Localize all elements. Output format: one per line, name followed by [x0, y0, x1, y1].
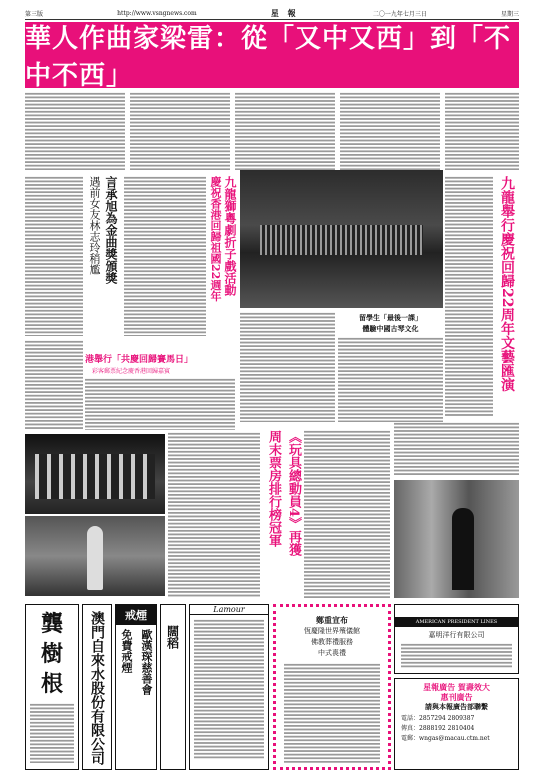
story-headline-yue: 九龍獅粵劇折子戲活動	[223, 176, 237, 296]
speaker-photo	[394, 480, 519, 598]
ad-apl-name: 嘉明洋行有限公司	[428, 631, 485, 639]
ad-smoking	[115, 604, 157, 770]
stage-photo	[25, 434, 165, 514]
story-headline-toy-1: 《玩具總動員4》再獲	[286, 430, 301, 557]
article-text-block	[235, 92, 335, 170]
ad-contact-email-label: 電郵：	[401, 735, 420, 742]
article-text-block	[338, 337, 443, 422]
article-text-block	[340, 92, 440, 170]
ad-memorial	[273, 604, 391, 770]
ad-contact-fax[interactable]: 2888192 2810404	[419, 725, 475, 732]
ad-contact-email[interactable]: wngas@macau.ctm.net	[419, 735, 490, 742]
ad-gong-char-1: 龔	[40, 611, 63, 637]
article-text-block	[25, 340, 83, 430]
ad-memorial-line-2: 佛教葬禮服務	[311, 638, 353, 646]
ad-lamour	[189, 604, 269, 770]
singer-photo	[25, 516, 165, 596]
story-headline-racing: 港舉行「共慶回歸賽馬日」	[85, 355, 194, 365]
ad-water-company-name: 澳門自來水股份有限公司	[89, 611, 105, 765]
article-text-block	[240, 312, 335, 422]
ad-lamour-brand: Lamour	[190, 605, 268, 615]
ad-contact	[394, 678, 519, 770]
ad-memorial-line-1: 恆慶隆世界殯儀館	[304, 627, 360, 635]
ad-memorial-title: 鄭重宣布	[316, 615, 348, 625]
story-headline-1: 言承旭為金曲獎頒獎	[104, 176, 118, 284]
story-subhead-yue: 慶祝香港回歸祖國22週年	[209, 176, 222, 302]
headline-banner	[25, 22, 519, 91]
ad-smoking-sub-2: 歐漢琛慈善會	[140, 629, 153, 695]
guqin-caption	[338, 312, 443, 334]
story-headline-2: 遇前女友林志玲稍尷	[88, 176, 101, 275]
ad-contact-phone-label: 電話：	[401, 715, 420, 722]
ad-gong	[25, 604, 79, 770]
guqin-caption-bottom: 體驗中國古琴文化	[362, 324, 419, 333]
headline-text: 華人作曲家梁雷：從「又中又西」到「不中不西」	[25, 24, 512, 91]
story-headline-toy-2: 周末票房排行榜冠軍	[266, 430, 281, 547]
article-text-block	[445, 176, 493, 416]
ad-memorial-line-3: 中式喪禮	[318, 649, 346, 657]
site-url[interactable]: http://www.vsngnews.com	[117, 10, 197, 17]
article-text-block	[445, 92, 519, 170]
masthead: 星 報	[270, 8, 299, 18]
article-text-block	[124, 176, 206, 336]
article-text-block	[25, 92, 125, 170]
ad-gong-char-2: 樹	[40, 641, 63, 667]
story-headline-kowloon: 九龍舉行慶祝回歸22周年文藝匯演	[499, 176, 515, 392]
article-text-block	[130, 92, 230, 170]
article-text-block	[394, 422, 519, 476]
article-text-block	[85, 378, 235, 430]
ad-kuanyue	[160, 604, 186, 770]
issue-date: 二〇一九年七月三日	[372, 11, 427, 18]
section-label: 第三版	[25, 11, 44, 18]
ad-water-company	[82, 604, 112, 770]
ad-smoking-title: 戒煙	[116, 605, 156, 625]
ad-apl	[394, 604, 519, 674]
ad-kuanyue-text: 闊稻	[165, 625, 180, 649]
ad-contact-title-a: 星報廣告	[423, 682, 456, 692]
ad-contact-subtitle: 請與本報廣告部聯繫	[425, 702, 488, 711]
orchestra-photo	[240, 170, 443, 308]
ad-contact-title-b: 賀壽效大	[457, 682, 490, 692]
ad-contact-phone[interactable]: 2857294 2809387	[419, 715, 475, 722]
ad-smoking-sub-1: 免費戒煙	[120, 629, 133, 673]
ad-gong-char-3: 根	[40, 671, 63, 697]
ad-contact-title-c: 惠刊廣告	[440, 692, 473, 702]
guqin-caption-top: 留學生「最後一課」	[359, 313, 422, 322]
article-text-block	[168, 432, 260, 598]
ad-apl-banner: AMERICAN PRESIDENT LINES	[395, 617, 518, 627]
article-text-block	[304, 430, 390, 598]
article-text-block	[25, 176, 83, 336]
story-subhead-racing: 彩客郵票紀念慶香港回歸嘉賓	[92, 368, 171, 375]
ad-contact-fax-label: 傳真：	[401, 725, 420, 732]
issue-weekday: 星期三	[500, 11, 519, 18]
